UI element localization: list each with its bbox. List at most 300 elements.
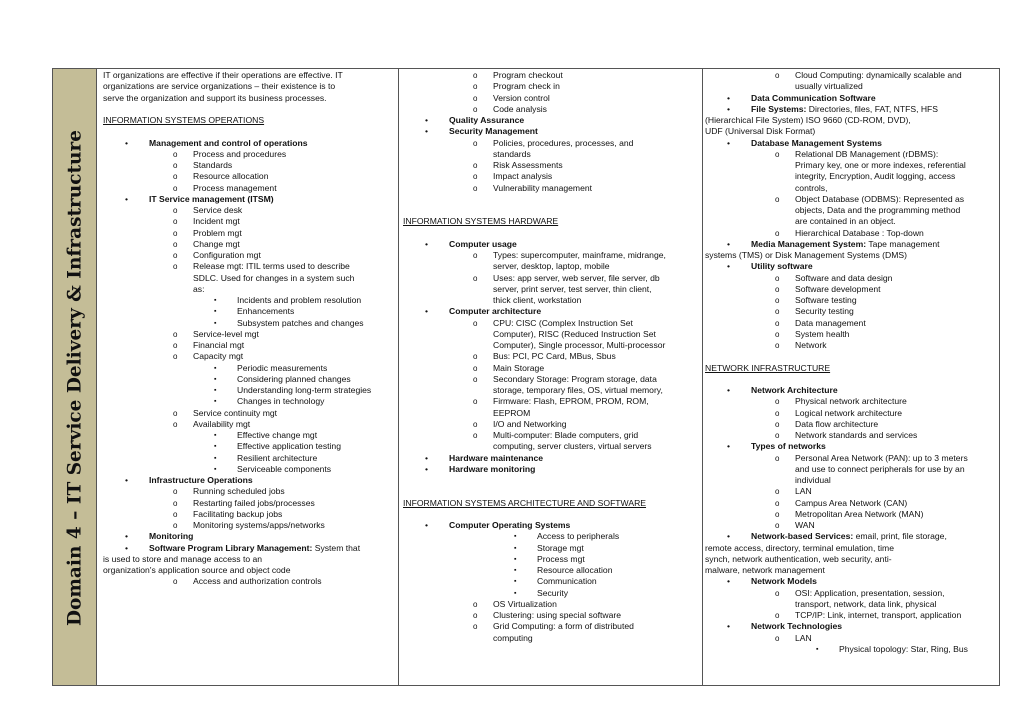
line-text: Code analysis <box>493 103 547 114</box>
sub-sub-bullet-item <box>103 295 398 306</box>
sub-bullet-continuation <box>403 329 702 340</box>
line-text: systems (TMS) or Disk Management Systems (DMS) <box>705 250 907 260</box>
line-text: objects, Data and the programming method <box>795 205 961 215</box>
bullet-dot-icon: • <box>425 306 429 317</box>
sub-bullet-item <box>403 273 702 284</box>
sub-bullet-continuation <box>705 599 999 610</box>
circle-bullet-icon: o <box>173 498 178 508</box>
column-operations <box>97 69 399 685</box>
circle-bullet-icon: o <box>173 577 178 587</box>
sub-bullet-continuation <box>705 205 999 216</box>
sub-bullet-item <box>705 273 999 284</box>
sub-bullet-item <box>705 306 999 317</box>
sub-bullet-continuation <box>403 441 702 452</box>
bold-label: Network-based Services: <box>751 531 854 542</box>
line-text: Effective change mgt <box>237 430 318 440</box>
sub-bullet-item <box>103 498 398 509</box>
square-bullet-icon: ▪ <box>514 567 517 574</box>
square-bullet-icon: ▪ <box>214 398 217 406</box>
sub-bullet-continuation <box>705 160 999 171</box>
line-text: Tape management <box>866 238 940 249</box>
sub-bullet-item <box>403 374 702 385</box>
sub-bullet-item <box>705 70 999 81</box>
line-text: Data management <box>795 317 866 328</box>
bullet-continuation <box>705 554 999 565</box>
line-text: Campus Area Network (CAN) <box>795 497 908 508</box>
bullet-item <box>403 115 702 126</box>
square-bullet-icon: ▪ <box>214 454 217 462</box>
bullet-dot-icon: • <box>727 238 731 249</box>
sub-bullet-item <box>103 216 398 227</box>
line-text: (Hierarchical File System) ISO 9660 (CD-ROM, DVD), <box>705 115 911 125</box>
sub-bullet-item <box>103 351 398 362</box>
line-text: Availability mgt <box>193 418 251 429</box>
circle-bullet-icon: o <box>775 633 780 643</box>
sub-bullet-continuation <box>705 475 999 486</box>
sub-bullet-item <box>403 610 702 621</box>
circle-bullet-icon: o <box>473 273 478 283</box>
line-text: Relational DB Management (rDBMS): <box>795 148 939 159</box>
line-text: Effective application testing <box>237 441 341 452</box>
line-text: SDLC. Used for changes in a system such <box>193 272 355 283</box>
bullet-dot-icon: • <box>425 238 429 249</box>
line-text: Secondary Storage: Program storage, data <box>493 373 657 384</box>
bold-label: Network Models <box>751 576 817 587</box>
bullet-dot-icon: • <box>425 126 429 137</box>
line-text: computing <box>493 632 533 643</box>
circle-bullet-icon: o <box>473 71 478 80</box>
line-text: LAN <box>795 632 812 643</box>
circle-bullet-icon: o <box>173 217 178 227</box>
spacer <box>403 509 702 520</box>
line-text: transport, network, data link, physical <box>795 598 937 609</box>
section-heading <box>403 498 702 509</box>
circle-bullet-icon: o <box>473 93 478 103</box>
sub-bullet-continuation <box>705 171 999 182</box>
circle-bullet-icon: o <box>473 363 478 373</box>
sub-bullet-item <box>705 588 999 599</box>
line-text: Uses: app server, web server, file server, db <box>493 272 660 283</box>
sub-bullet-item <box>705 284 999 295</box>
line-text: Capacity mgt <box>193 351 244 362</box>
line-text: are contained in an object. <box>795 216 896 227</box>
bold-label: Database Management Systems <box>751 137 882 148</box>
line-text: Access and authorization controls <box>193 576 322 587</box>
circle-bullet-icon: o <box>775 588 780 598</box>
line-text: Multi-computer: Blade computers, grid <box>493 430 639 440</box>
sub-sub-bullet-item <box>103 453 398 464</box>
bullet-continuation <box>705 115 999 126</box>
spacer <box>403 228 702 239</box>
spacer <box>103 126 398 137</box>
line-text: Types: supercomputer, mainframe, midrange, <box>493 250 666 260</box>
line-text: usually virtualized <box>795 81 863 92</box>
line-text: Incidents and problem resolution <box>237 295 362 305</box>
bold-label: Hardware maintenance <box>449 452 544 463</box>
line-text: organization's application source and object code <box>103 565 291 575</box>
sub-bullet-item <box>403 363 702 374</box>
bold-label: Hardware monitoring <box>449 463 536 474</box>
bullet-dot-icon: • <box>727 531 731 542</box>
line-text: Data flow architecture <box>795 418 879 429</box>
sub-bullet-continuation <box>403 295 702 306</box>
line-text: Vulnerability management <box>493 182 593 193</box>
circle-bullet-icon: o <box>473 374 478 384</box>
bold-label: Quality Assurance <box>449 115 525 125</box>
sub-bullet-item <box>103 576 398 587</box>
line-text: Process mgt <box>537 553 585 564</box>
sub-bullet-item <box>705 340 999 351</box>
column-network <box>703 69 999 685</box>
circle-bullet-icon: o <box>775 611 780 620</box>
line-text: Primary key, one or more indexes, referential <box>795 160 966 170</box>
line-text: Configuration mgt <box>193 250 261 260</box>
line-text: I/O and Networking <box>493 418 567 429</box>
square-bullet-icon: ▪ <box>214 319 217 327</box>
line-text: System that <box>312 542 361 553</box>
line-text: TCP/IP: Link, internet, transport, application <box>795 610 962 620</box>
circle-bullet-icon: o <box>173 341 178 350</box>
line-text: computing, server clusters, virtual servers <box>493 441 652 452</box>
line-text: Service-level mgt <box>193 328 259 339</box>
sub-bullet-item <box>103 329 398 340</box>
bold-label: Management and control of operations <box>149 137 308 148</box>
sub-bullet-continuation <box>403 385 702 396</box>
sub-sub-bullet-item <box>403 554 702 565</box>
bold-label: Network Technologies <box>751 621 843 632</box>
sub-bullet-item <box>103 250 398 261</box>
line-text: Access to peripherals <box>537 531 620 542</box>
line-text: Software and data design <box>795 272 893 283</box>
circle-bullet-icon: o <box>473 138 478 148</box>
line-text: Changes in technology <box>237 396 325 407</box>
line-text: Software development <box>795 283 881 294</box>
circle-bullet-icon: o <box>473 104 478 114</box>
line-text: INFORMATION SYSTEMS ARCHITECTURE AND SOFTWARE <box>403 497 647 508</box>
line-text: Grid Computing: a form of distributed <box>493 621 634 632</box>
circle-bullet-icon: o <box>775 498 780 508</box>
sub-bullet-item <box>403 171 702 182</box>
circle-bullet-icon: o <box>173 487 178 497</box>
sub-sub-bullet-item <box>705 644 999 655</box>
circle-bullet-icon: o <box>775 307 780 317</box>
notes-sheet <box>52 68 1000 686</box>
sub-sub-bullet-item <box>403 531 702 542</box>
bullet-dot-icon: • <box>425 463 429 474</box>
line-text: Storage mgt <box>537 542 584 553</box>
bullet-item <box>705 239 999 250</box>
circle-bullet-icon: o <box>775 329 780 339</box>
sub-bullet-item <box>403 621 702 632</box>
circle-bullet-icon: o <box>775 408 780 418</box>
square-bullet-icon: ▪ <box>816 645 819 653</box>
line-text: Hierarchical Database : Top-down <box>795 227 924 238</box>
line-text: Object Database (ODBMS): Represented as <box>795 193 965 204</box>
sub-sub-bullet-item <box>403 543 702 554</box>
line-text: Periodic measurements <box>237 362 328 373</box>
line-text: Problem mgt <box>193 227 242 238</box>
line-text: Facilitating backup jobs <box>193 508 283 519</box>
sub-bullet-continuation <box>705 81 999 92</box>
line-text: Risk Assessments <box>493 160 563 170</box>
circle-bullet-icon: o <box>775 419 780 429</box>
sub-bullet-continuation <box>705 464 999 475</box>
sub-sub-bullet-item <box>103 464 398 475</box>
line-text: Cloud Computing: dynamically scalable and <box>795 70 962 80</box>
bullet-dot-icon: • <box>727 137 731 148</box>
sub-bullet-continuation <box>403 284 702 295</box>
line-text: serve the organization and support its business processes. <box>103 92 327 103</box>
square-bullet-icon: ▪ <box>514 555 517 563</box>
circle-bullet-icon: o <box>473 251 478 260</box>
sub-bullet-continuation <box>705 216 999 227</box>
line-text: Directories, files, FAT, NTFS, HFS <box>806 103 939 114</box>
bullet-item <box>403 453 702 464</box>
line-text: Impact analysis <box>493 171 553 182</box>
side-banner <box>53 69 97 685</box>
line-text: organizations are service organizations – their existence is to <box>103 81 336 92</box>
line-text: storage, temporary files, OS, virtual memory, <box>493 385 663 395</box>
sub-bullet-item <box>705 228 999 239</box>
bullet-continuation <box>705 543 999 554</box>
square-bullet-icon: ▪ <box>214 432 217 439</box>
sub-bullet-item <box>403 183 702 194</box>
bullet-item <box>705 385 999 396</box>
sub-bullet-continuation <box>403 261 702 272</box>
line-text: UDF (Universal Disk Format) <box>705 126 816 137</box>
line-text: Metropolitan Area Network (MAN) <box>795 508 924 519</box>
line-text: Program check in <box>493 81 560 92</box>
sub-bullet-item <box>705 329 999 340</box>
circle-bullet-icon: o <box>473 172 478 182</box>
circle-bullet-icon: o <box>173 419 178 429</box>
circle-bullet-icon: o <box>775 194 780 204</box>
bullet-dot-icon: • <box>125 542 129 553</box>
circle-bullet-icon: o <box>473 183 478 193</box>
sub-sub-bullet-item <box>103 318 398 329</box>
line-text: Service continuity mgt <box>193 407 278 418</box>
line-text: Release mgt: ITIL terms used to describe <box>193 261 350 272</box>
circle-bullet-icon: o <box>473 611 478 620</box>
line-text: Network standards and services <box>795 430 918 440</box>
bold-label: Software Program Library Management: <box>149 542 313 553</box>
line-text: Service desk <box>193 205 243 215</box>
bold-label: Security Management <box>449 126 538 137</box>
paragraph-line <box>103 81 398 92</box>
bullet-dot-icon: • <box>425 520 429 530</box>
sub-bullet-continuation <box>403 149 702 160</box>
sub-bullet-item <box>403 104 702 115</box>
square-bullet-icon: ▪ <box>214 375 217 383</box>
line-text: OS Virtualization <box>493 598 557 609</box>
sub-bullet-item <box>103 520 398 531</box>
bullet-continuation <box>705 126 999 137</box>
circle-bullet-icon: o <box>173 183 178 193</box>
circle-bullet-icon: o <box>173 408 178 418</box>
bullet-dot-icon: • <box>727 261 731 272</box>
line-text: Security testing <box>795 306 854 317</box>
circle-bullet-icon: o <box>173 206 178 215</box>
bold-label: Computer architecture <box>449 306 542 317</box>
sub-sub-bullet-item <box>103 306 398 317</box>
spacer <box>403 486 702 497</box>
line-text: LAN <box>795 486 812 497</box>
line-text: Clustering: using special software <box>493 610 622 620</box>
bullet-dot-icon: • <box>727 385 731 395</box>
bullet-item <box>705 621 999 632</box>
line-text: Physical network architecture <box>795 396 907 407</box>
sub-bullet-item <box>403 81 702 92</box>
line-text: Logical network architecture <box>795 407 902 418</box>
sub-bullet-item <box>403 419 702 430</box>
line-text: Monitoring systems/apps/networks <box>193 520 325 530</box>
sub-bullet-item <box>705 396 999 407</box>
circle-bullet-icon: o <box>775 284 780 294</box>
circle-bullet-icon: o <box>473 397 478 407</box>
spacer <box>403 205 702 216</box>
circle-bullet-icon: o <box>775 509 780 519</box>
line-text: Personal Area Network (PAN): up to 3 meters <box>795 452 968 463</box>
sub-bullet-item <box>103 171 398 182</box>
line-text: Understanding long-term strategies <box>237 385 372 395</box>
spacer <box>705 374 999 385</box>
line-text: Enhancements <box>237 306 295 317</box>
domain-title: Domain 4 – IT Service Delivery & Infrastructure <box>64 129 86 627</box>
square-bullet-icon: ▪ <box>214 443 217 451</box>
bullet-item <box>705 93 999 104</box>
sub-bullet-item <box>705 408 999 419</box>
bullet-continuation <box>705 250 999 261</box>
bold-label: Infrastructure Operations <box>149 475 253 485</box>
sub-bullet-item <box>403 70 702 81</box>
sub-bullet-item <box>103 340 398 351</box>
circle-bullet-icon: o <box>173 172 178 182</box>
line-text: Subsystem patches and changes <box>237 317 364 328</box>
circle-bullet-icon: o <box>775 341 780 350</box>
sub-bullet-item <box>705 318 999 329</box>
sub-bullet-item <box>103 408 398 419</box>
sub-bullet-item <box>103 509 398 520</box>
section-heading <box>705 363 999 374</box>
spacer <box>103 104 398 115</box>
line-text: Program checkout <box>493 70 563 80</box>
line-text: Firmware: Flash, EPROM, PROM, ROM, <box>493 396 649 407</box>
sub-bullet-item <box>103 486 398 497</box>
bullet-dot-icon: • <box>727 576 731 587</box>
bullet-item <box>103 531 398 542</box>
sub-bullet-item <box>705 633 999 644</box>
line-text: individual <box>795 475 831 485</box>
line-text: server, desktop, laptop, mobile <box>493 261 610 272</box>
line-text: Bus: PCI, PC Card, MBus, Sbus <box>493 351 616 362</box>
line-text: Running scheduled jobs <box>193 486 285 497</box>
bullet-dot-icon: • <box>727 103 731 114</box>
circle-bullet-icon: o <box>173 329 178 339</box>
circle-bullet-icon: o <box>775 228 780 238</box>
sub-bullet-item <box>403 250 702 261</box>
spacer <box>705 351 999 362</box>
sub-bullet-item <box>705 520 999 531</box>
sub-bullet-item <box>705 295 999 306</box>
circle-bullet-icon: o <box>173 262 178 272</box>
paragraph-line <box>103 93 398 104</box>
sub-sub-bullet-item <box>103 363 398 374</box>
circle-bullet-icon: o <box>775 318 780 328</box>
circle-bullet-icon: o <box>173 239 178 249</box>
circle-bullet-icon: o <box>775 487 780 497</box>
sub-bullet-item <box>705 498 999 509</box>
line-text: OSI: Application, presentation, session, <box>795 587 945 598</box>
line-text: Restarting failed jobs/processes <box>193 497 315 508</box>
square-bullet-icon: ▪ <box>214 387 217 394</box>
sub-bullet-item <box>705 430 999 441</box>
line-text: as: <box>193 283 205 294</box>
line-text: synch, network authentication, web security, anti- <box>705 553 892 564</box>
sub-sub-bullet-item <box>103 441 398 452</box>
circle-bullet-icon: o <box>775 296 780 305</box>
sub-bullet-continuation <box>705 183 999 194</box>
line-text: is used to store and manage access to an <box>103 553 263 564</box>
sub-bullet-item <box>403 430 702 441</box>
line-text: Standards <box>193 160 233 170</box>
spacer <box>403 194 702 205</box>
sub-bullet-item <box>103 160 398 171</box>
sub-bullet-item <box>403 351 702 362</box>
line-text: Resilient architecture <box>237 452 318 463</box>
line-text: malware, network management <box>705 565 825 575</box>
line-text: INFORMATION SYSTEMS OPERATIONS <box>103 115 265 125</box>
bullet-dot-icon: • <box>125 193 129 204</box>
circle-bullet-icon: o <box>775 71 780 80</box>
sub-bullet-item <box>403 599 702 610</box>
circle-bullet-icon: o <box>775 453 780 463</box>
bullet-item <box>103 543 398 554</box>
circle-bullet-icon: o <box>173 251 178 260</box>
line-text: System health <box>795 328 850 339</box>
bold-label: Utility software <box>751 261 813 272</box>
bullet-item <box>705 261 999 272</box>
sub-bullet-item <box>403 318 702 329</box>
line-text: Resource allocation <box>193 171 269 182</box>
bullet-dot-icon: • <box>425 115 429 125</box>
line-text: Considering planned changes <box>237 373 351 384</box>
sub-sub-bullet-item <box>103 430 398 441</box>
bold-label: Media Management System: <box>751 238 867 249</box>
sub-bullet-item <box>403 396 702 407</box>
bullet-item <box>403 126 702 137</box>
bullet-dot-icon: • <box>727 92 731 103</box>
bullet-item <box>705 441 999 452</box>
sub-sub-bullet-item <box>103 396 398 407</box>
sub-bullet-item <box>705 149 999 160</box>
bold-label: Monitoring <box>149 531 194 542</box>
paragraph-line <box>103 70 398 81</box>
line-text: integrity, Encryption, Audit logging, access <box>795 171 956 182</box>
bullet-item <box>705 531 999 542</box>
sub-bullet-item <box>705 486 999 497</box>
spacer <box>403 475 702 486</box>
bullet-dot-icon: • <box>727 621 731 632</box>
circle-bullet-icon: o <box>775 397 780 407</box>
line-text: IT organizations are effective if their operations are effective. IT <box>103 70 343 80</box>
circle-bullet-icon: o <box>173 161 178 170</box>
sub-bullet-item <box>103 149 398 160</box>
line-text: Network <box>795 340 827 350</box>
line-text: Process management <box>193 182 277 193</box>
sub-bullet-item <box>403 138 702 149</box>
bullet-continuation <box>103 554 398 565</box>
bullet-dot-icon: • <box>425 452 429 463</box>
